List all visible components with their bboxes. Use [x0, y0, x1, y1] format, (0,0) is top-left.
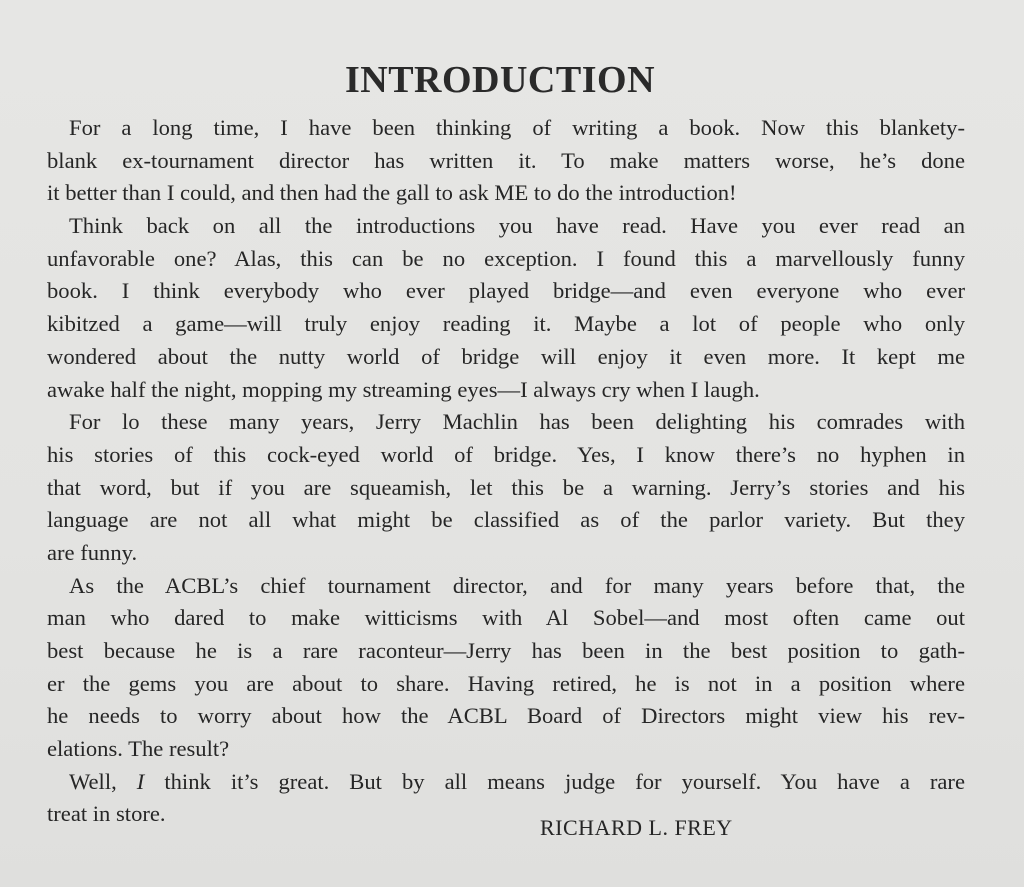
- text-line: For a long time, I have been thinking of writing a book. Now this blankety-: [69, 115, 965, 140]
- paragraph-2: [47, 210, 965, 406]
- text-line: it better than I could, and then had the gall to ask ME to do the introduction!: [47, 180, 737, 206]
- text-line: are funny.: [47, 539, 138, 565]
- text-line: Well, I think it’s great. But by all means judge for yourself. You have a rare: [69, 768, 965, 794]
- text-line: treat in store.: [47, 801, 166, 827]
- text-line: man who dared to make witticisms with Al Sobel—and most often came out: [47, 605, 965, 631]
- text-line: book. I think everybody who ever played bridge—and even everyone who ever: [47, 278, 965, 304]
- introduction-body: [47, 112, 965, 831]
- text-line: his stories of this cock-eyed world of bridge. Yes, I know there’s no hyphen in: [47, 441, 965, 467]
- paragraph-5: [47, 766, 965, 831]
- page-title: INTRODUCTION: [344, 59, 656, 101]
- text-line: wondered about the nutty world of bridge will enjoy it even more. It kept me: [47, 343, 965, 369]
- text-line: For lo these many years, Jerry Machlin has been delighting his comrades with: [69, 409, 965, 435]
- paragraph-1: [47, 112, 965, 210]
- text-line: he needs to worry about how the ACBL Board of Directors might view his rev-: [47, 703, 965, 729]
- author-signature: RICHARD L. FREY: [540, 815, 733, 840]
- text-line: that word, but if you are squeamish, let this be a warning. Jerry’s stories and his: [47, 474, 965, 500]
- text-line: blank ex-tournament director has written it. To make matters worse, he’s done: [47, 147, 965, 173]
- paragraph-4: [47, 570, 965, 766]
- text-line: kibitzed a game—will truly enjoy reading it. Maybe a lot of people who only: [47, 311, 965, 337]
- text-line: best because he is a rare raconteur—Jerry has been in the best position to gath-: [47, 638, 965, 663]
- text-line: er the gems you are about to share. Having retired, he is not in a position where: [47, 670, 965, 696]
- text-line: As the ACBL’s chief tournament director, and for many years before that, the: [69, 572, 965, 598]
- text-line: awake half the night, mopping my streaming eyes—I always cry when I laugh.: [47, 376, 760, 402]
- paragraph-3: [47, 406, 965, 569]
- text-line: language are not all what might be classified as of the parlor variety. But they: [47, 507, 965, 533]
- text-line: unfavorable one? Alas, this can be no exception. I found this a marvellously funny: [47, 245, 965, 271]
- emphasis: I: [136, 768, 145, 794]
- text-line: elations. The result?: [47, 736, 230, 762]
- text-line: Think back on all the introductions you have read. Have you ever read an: [69, 213, 965, 239]
